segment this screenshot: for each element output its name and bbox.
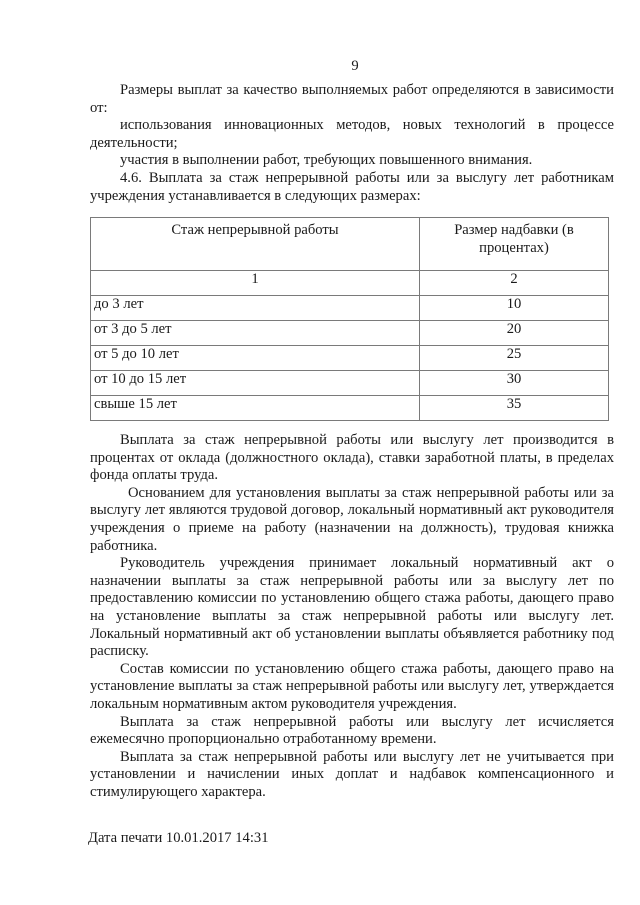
table-row [91,371,609,396]
period-cell: от 10 до 15 лет [91,371,420,396]
table-row [91,321,609,346]
bonus-cell: 35 [420,396,609,421]
period-cell: от 5 до 10 лет [91,346,420,371]
page-number: 9 [351,58,359,74]
header-period: Стаж непрерывной работы [91,218,420,271]
header-bonus: Размер надбавки (в процентах) [420,218,609,271]
paragraph: Состав комиссии по установлению общего стажа работы, дающего право на установление выплаты за стаж непрерывной работы или выслугу лет, утверждается локальным нормативным актом руководителя учреждения. [90,660,614,712]
table-row [91,396,609,421]
column-number: 2 [420,271,609,296]
paragraph: Размеры выплат за качество выполняемых работ определяются в зависимости от: [90,82,614,116]
bonus-cell: 20 [420,321,609,346]
table-column-numbers [91,271,609,296]
bonus-cell: 30 [420,371,609,396]
table-row [91,296,609,321]
table-header-row [91,218,609,271]
seniority-table [90,217,609,421]
paragraph: Выплата за стаж непрерывной работы или выслугу лет не учитывается при установлении и начислении иных доплат и надбавок компенсационного и стимулирующего характера. [90,748,614,800]
period-cell: до 3 лет [91,296,420,321]
bonus-cell: 10 [420,296,609,321]
paragraph: Руководитель учреждения принимает локальный нормативный акт о назначении выплаты за стаж непрерывной работы или за выслугу лет по предоставлению комиссии по установлению общего стажа работы, дающего право на установление выплаты за стаж непрерывной работы или выслугу лет. Локальный нормативный акт об установлении выплаты объявляется работнику под расписку. [90,555,614,660]
column-number: 1 [91,271,420,296]
period-cell: от 3 до 5 лет [91,321,420,346]
table-row [91,346,609,371]
paragraph: Основанием для установления выплаты за стаж непрерывной работы или за выслугу лет являются трудовой договор, локальный нормативный акт руководителя учреждения о приеме на работу (назначении на должность), трудовая книжка работника. [90,484,614,554]
period-cell: свыше 15 лет [91,396,420,421]
paragraph: использования инновационных методов, новых технологий в процессе деятельности; [90,117,614,151]
body-section [90,432,614,801]
paragraph: Выплата за стаж непрерывной работы или выслугу лет исчисляется ежемесячно пропорционально отработанному времени. [90,713,614,748]
intro-section [90,82,614,205]
print-date: Дата печати 10.01.2017 14:31 [88,830,269,846]
paragraph: участия в выполнении работ, требующих повышенного внимания. [120,152,533,169]
paragraph: 4.6. Выплата за стаж непрерывной работы или за выслугу лет работникам учреждения устанавливается в следующих размерах: [90,169,614,204]
bonus-cell: 25 [420,346,609,371]
paragraph: Выплата за стаж непрерывной работы или выслугу лет производится в процентах от оклада (должностного оклада), ставки заработной платы, в пределах фонда оплаты труда. [90,432,614,484]
